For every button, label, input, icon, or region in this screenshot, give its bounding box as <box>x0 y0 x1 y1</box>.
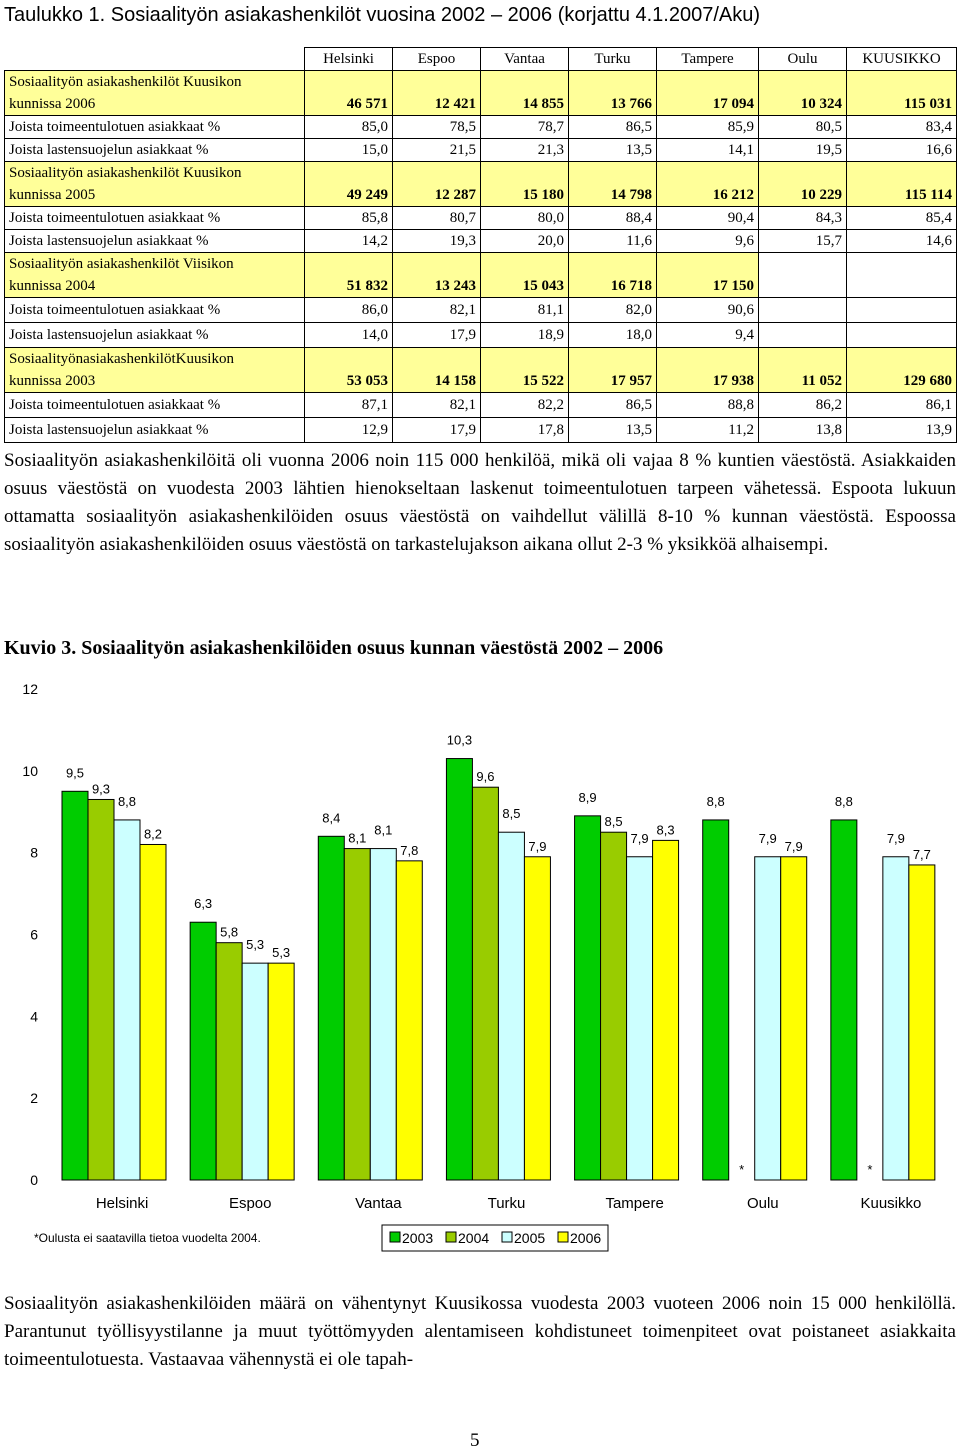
value-cell: 14,1 <box>657 139 759 162</box>
paragraph-intro: Sosiaalityön asiakashenkilöitä oli vuonna 2006 noin 115 000 henkilöä, mikä oli vajaa 8 % kuntien väestöstä. Asiakkaiden osuus väestöstä on vuodesta 2003 lähtien hienokseltaan laskenut toimeentulotuen tarpeen vähetessä. Espoota lukuun ottamatta sosiaalityön asiakashenkilöiden osuus väestöstä on vaihdellut välillä 8-10 % kunnan väestöstä. Espoossa sosiaalityön asiakashenkilöiden osuus väestöstä on tarkastelujakson aikana ollut 2-3 % yksikköä alhaisempi. <box>4 450 956 555</box>
data-label: 8,2 <box>143 826 163 842</box>
column-header: Oulu <box>759 48 847 71</box>
value-cell: 14,2 <box>305 230 393 253</box>
group-totals-row <box>5 370 957 393</box>
data-label: 6,3 <box>194 896 213 912</box>
x-tick-label: Kuusikko <box>860 1195 922 1212</box>
row-label: Joista toimeentulotuen asiakkaat % <box>5 298 305 323</box>
value-cell: 90,6 <box>657 298 759 323</box>
total-cell: 12 287 <box>393 184 481 207</box>
value-cell: 80,7 <box>393 207 481 230</box>
total-cell-spacer <box>657 71 759 94</box>
value-cell: 82,2 <box>481 393 569 418</box>
value-cell: 86,5 <box>569 116 657 139</box>
bar-2004 <box>344 849 370 1180</box>
bar-2003 <box>62 791 88 1180</box>
value-cell: 13,5 <box>569 418 657 443</box>
x-tick-label: Vantaa <box>355 1195 402 1212</box>
total-cell-spacer <box>847 348 957 371</box>
bar-chart <box>0 670 960 1270</box>
bar-2003 <box>831 820 857 1180</box>
value-cell: 87,1 <box>305 393 393 418</box>
value-cell: 83,4 <box>847 116 957 139</box>
y-tick-label: 4 <box>30 1008 38 1025</box>
value-cell: 80,5 <box>759 116 847 139</box>
total-cell: 51 832 <box>305 275 393 298</box>
value-cell: 84,3 <box>759 207 847 230</box>
total-cell: 115 114 <box>847 184 957 207</box>
total-cell-spacer <box>569 253 657 276</box>
value-cell: 88,4 <box>569 207 657 230</box>
x-tick-label: Espoo <box>228 1195 272 1212</box>
group-totals-row <box>5 184 957 207</box>
data-label: 7,9 <box>758 830 777 846</box>
value-cell: 11,6 <box>569 230 657 253</box>
total-cell-spacer <box>657 253 759 276</box>
bar-2003 <box>190 922 216 1180</box>
table-header-row <box>5 48 957 71</box>
total-cell: 17 094 <box>657 93 759 116</box>
group-label-line1: SosiaalityönasiakashenkilötKuusikon <box>5 348 305 371</box>
bar-2004 <box>472 787 498 1180</box>
data-label: 5,3 <box>272 945 291 961</box>
data-label: 8,8 <box>706 793 725 809</box>
value-cell: 13,8 <box>759 418 847 443</box>
lastensuojelu-row <box>5 323 957 348</box>
value-cell: 16,6 <box>847 139 957 162</box>
row-label: Joista lastensuojelun asiakkaat % <box>5 323 305 348</box>
data-label: 7,9 <box>886 830 905 846</box>
value-cell: 85,0 <box>305 116 393 139</box>
x-tick-label: Oulu <box>746 1195 779 1212</box>
total-cell: 16 212 <box>657 184 759 207</box>
data-label: 7,7 <box>912 846 931 862</box>
value-cell: 86,2 <box>759 393 847 418</box>
total-cell-spacer <box>657 162 759 185</box>
total-cell: 17 938 <box>657 370 759 393</box>
data-label: 8,8 <box>117 793 137 809</box>
total-cell-spacer <box>847 162 957 185</box>
total-cell: 13 766 <box>569 93 657 116</box>
value-cell <box>847 323 957 348</box>
group-label-line2: kunnissa 2006 <box>5 93 305 116</box>
bar-2004 <box>601 832 627 1180</box>
x-tick-label: Tampere <box>605 1195 664 1212</box>
data-label: 9,6 <box>476 769 495 785</box>
x-tick-label: Helsinki <box>95 1195 149 1212</box>
value-cell: 82,1 <box>393 298 481 323</box>
total-cell-spacer <box>481 162 569 185</box>
bar-2006 <box>653 840 679 1180</box>
total-cell-spacer <box>305 162 393 185</box>
value-cell: 18,0 <box>569 323 657 348</box>
column-header: Espoo <box>393 48 481 71</box>
row-label: Joista toimeentulotuen asiakkaat % <box>5 207 305 230</box>
total-cell: 15 043 <box>481 275 569 298</box>
bar-2004 <box>216 943 242 1180</box>
value-cell: 85,4 <box>847 207 957 230</box>
value-cell: 21,3 <box>481 139 569 162</box>
group-label-line2: kunnissa 2004 <box>5 275 305 298</box>
value-cell: 86,5 <box>569 393 657 418</box>
bar-2005 <box>370 849 396 1180</box>
x-tick-label: Turku <box>487 1195 526 1212</box>
bar-2003 <box>575 816 601 1180</box>
value-cell: 88,8 <box>657 393 759 418</box>
value-cell: 90,4 <box>657 207 759 230</box>
legend-swatch-2005 <box>502 1232 512 1242</box>
total-cell-spacer <box>759 348 847 371</box>
data-label: 7,9 <box>630 830 649 846</box>
value-cell: 14,0 <box>305 323 393 348</box>
total-cell: 115 031 <box>847 93 957 116</box>
row-label: Joista lastensuojelun asiakkaat % <box>5 139 305 162</box>
y-tick-label: 8 <box>30 844 38 861</box>
row-label: Joista lastensuojelun asiakkaat % <box>5 418 305 443</box>
value-cell: 17,9 <box>393 418 481 443</box>
bar-2006 <box>268 963 294 1180</box>
group-title-row <box>5 348 957 371</box>
value-cell: 78,7 <box>481 116 569 139</box>
data-label: 9,5 <box>65 765 85 781</box>
bar-2004 <box>88 799 114 1180</box>
bar-2006 <box>140 844 166 1180</box>
bar-2005 <box>242 963 268 1180</box>
group-label-line1: Sosiaalityön asiakashenkilöt Kuusikon <box>5 162 305 185</box>
bar-2006 <box>909 865 935 1180</box>
total-cell-spacer <box>569 71 657 94</box>
value-cell: 81,1 <box>481 298 569 323</box>
value-cell: 12,9 <box>305 418 393 443</box>
column-header: KUUSIKKO <box>847 48 957 71</box>
value-cell: 85,8 <box>305 207 393 230</box>
value-cell: 14,6 <box>847 230 957 253</box>
bar-2005 <box>114 820 140 1180</box>
total-cell: 11 052 <box>759 370 847 393</box>
data-label: 8,1 <box>374 822 393 838</box>
total-cell-spacer <box>847 253 957 298</box>
value-cell: 11,2 <box>657 418 759 443</box>
toimeentulo-row <box>5 298 957 323</box>
total-cell: 14 158 <box>393 370 481 393</box>
column-header: Tampere <box>657 48 759 71</box>
data-label: 7,9 <box>784 838 803 854</box>
value-cell: 9,6 <box>657 230 759 253</box>
data-label: 5,8 <box>220 924 239 940</box>
data-label: 7,9 <box>528 838 547 854</box>
group-totals-row <box>5 93 957 116</box>
total-cell: 10 229 <box>759 184 847 207</box>
value-cell: 19,5 <box>759 139 847 162</box>
total-cell: 14 798 <box>569 184 657 207</box>
bar-2005 <box>883 857 909 1180</box>
total-cell-spacer <box>759 162 847 185</box>
data-label: 8,1 <box>348 830 367 846</box>
value-cell: 17,9 <box>393 323 481 348</box>
value-cell: 82,0 <box>569 298 657 323</box>
total-cell: 12 421 <box>393 93 481 116</box>
group-label-line1: Sosiaalityön asiakashenkilöt Kuusikon <box>5 71 305 94</box>
bar-2003 <box>703 820 729 1180</box>
total-cell: 129 680 <box>847 370 957 393</box>
y-tick-label: 12 <box>22 681 38 697</box>
lastensuojelu-row <box>5 418 957 443</box>
group-label-line2: kunnissa 2005 <box>5 184 305 207</box>
bar-2006 <box>396 861 422 1180</box>
figure-title: Kuvio 3. Sosiaalityön asiakashenkilöiden osuus kunnan väestöstä 2002 – 2006 <box>4 637 664 659</box>
value-cell: 21,5 <box>393 139 481 162</box>
bar-2003 <box>446 759 472 1180</box>
header-blank-cell <box>5 48 305 71</box>
bar-2006 <box>781 857 807 1180</box>
legend-label: 2005 <box>514 1230 546 1246</box>
total-cell-spacer <box>393 348 481 371</box>
bar-2003 <box>318 836 344 1180</box>
total-cell-spacer <box>759 253 847 298</box>
chart-footnote: *Oulusta ei saatavilla tietoa vuodelta 2004. <box>34 1231 261 1245</box>
value-cell: 13,5 <box>569 139 657 162</box>
data-label: 8,8 <box>834 793 853 809</box>
data-label: 8,9 <box>578 789 597 805</box>
total-cell: 17 150 <box>657 275 759 298</box>
group-label-line2: kunnissa 2003 <box>5 370 305 393</box>
legend-swatch-2004 <box>446 1232 456 1242</box>
value-cell: 19,3 <box>393 230 481 253</box>
data-label: 9,3 <box>91 781 111 797</box>
bar-2005 <box>627 857 653 1180</box>
row-label: Joista toimeentulotuen asiakkaat % <box>5 393 305 418</box>
toimeentulo-row <box>5 393 957 418</box>
bar-2006 <box>524 857 550 1180</box>
value-cell: 85,9 <box>657 116 759 139</box>
data-label: 8,3 <box>656 822 675 838</box>
table-title: Taulukko 1. Sosiaalityön asiakashenkilöt vuosina 2002 – 2006 (korjattu 4.1.2007/Aku) <box>4 4 761 26</box>
row-label: Joista toimeentulotuen asiakkaat % <box>5 116 305 139</box>
total-cell: 49 249 <box>305 184 393 207</box>
y-tick-label: 0 <box>30 1172 38 1188</box>
total-cell: 17 957 <box>569 370 657 393</box>
page-number: 5 <box>470 1430 480 1451</box>
group-title-row <box>5 71 957 94</box>
y-tick-label: 10 <box>22 762 38 779</box>
data-label: 10,3 <box>446 732 473 748</box>
value-cell: 80,0 <box>481 207 569 230</box>
total-cell: 53 053 <box>305 370 393 393</box>
value-cell: 86,0 <box>305 298 393 323</box>
total-cell: 16 718 <box>569 275 657 298</box>
column-header: Turku <box>569 48 657 71</box>
value-cell: 15,0 <box>305 139 393 162</box>
total-cell-spacer <box>393 71 481 94</box>
data-label: * <box>739 1162 745 1177</box>
row-label: Joista lastensuojelun asiakkaat % <box>5 230 305 253</box>
data-label: 8,4 <box>322 810 341 826</box>
value-cell: 9,4 <box>657 323 759 348</box>
legend-label: 2003 <box>402 1230 434 1246</box>
group-title-row <box>5 162 957 185</box>
group-label-line1: Sosiaalityön asiakashenkilöt Viisikon <box>5 253 305 276</box>
total-cell-spacer <box>305 253 393 276</box>
legend-label: 2004 <box>458 1230 490 1246</box>
total-cell-spacer <box>305 348 393 371</box>
value-cell <box>759 323 847 348</box>
y-tick-label: 6 <box>30 926 38 943</box>
column-header: Vantaa <box>481 48 569 71</box>
data-label: 8,5 <box>604 814 623 830</box>
value-cell: 15,7 <box>759 230 847 253</box>
bar-2005 <box>755 857 781 1180</box>
total-cell: 14 855 <box>481 93 569 116</box>
total-cell: 46 571 <box>305 93 393 116</box>
legend-label: 2006 <box>570 1230 602 1246</box>
statistics-table <box>4 47 957 443</box>
total-cell-spacer <box>657 348 759 371</box>
total-cell-spacer <box>481 71 569 94</box>
toimeentulo-row <box>5 207 957 230</box>
total-cell-spacer <box>569 162 657 185</box>
total-cell-spacer <box>569 348 657 371</box>
total-cell-spacer <box>759 71 847 94</box>
value-cell: 78,5 <box>393 116 481 139</box>
total-cell-spacer <box>847 71 957 94</box>
value-cell: 82,1 <box>393 393 481 418</box>
total-cell-spacer <box>393 253 481 276</box>
value-cell: 20,0 <box>481 230 569 253</box>
data-label: 8,5 <box>502 806 521 822</box>
total-cell-spacer <box>481 253 569 276</box>
bar-2005 <box>498 832 524 1180</box>
total-cell-spacer <box>481 348 569 371</box>
value-cell <box>847 298 957 323</box>
total-cell: 15 522 <box>481 370 569 393</box>
total-cell: 10 324 <box>759 93 847 116</box>
data-label: 7,8 <box>400 842 419 858</box>
value-cell: 86,1 <box>847 393 957 418</box>
data-label: * <box>867 1162 873 1177</box>
group-title-row <box>5 253 957 276</box>
value-cell: 17,8 <box>481 418 569 443</box>
toimeentulo-row <box>5 116 957 139</box>
legend-swatch-2003 <box>390 1232 400 1242</box>
total-cell: 15 180 <box>481 184 569 207</box>
value-cell <box>759 298 847 323</box>
column-header: Helsinki <box>305 48 393 71</box>
total-cell-spacer <box>393 162 481 185</box>
total-cell: 13 243 <box>393 275 481 298</box>
data-label: 5,3 <box>246 937 265 953</box>
value-cell: 13,9 <box>847 418 957 443</box>
lastensuojelu-row <box>5 230 957 253</box>
y-tick-label: 2 <box>30 1090 38 1107</box>
value-cell: 18,9 <box>481 323 569 348</box>
paragraph-conclusion: Sosiaalityön asiakashenkilöiden määrä on vähentynyt Kuusikossa vuodesta 2003 vuoteen 2006 noin 15 000 henkilöllä. Parantunut työllisyystilanne ja muut työttömyyden alentamiseen kohdistuneet toimenpiteet ovat poistaneet asiakkaita toimeentulotuesta. Vastaavaa vähennystä ei ole tapah- <box>4 1293 956 1370</box>
lastensuojelu-row <box>5 139 957 162</box>
total-cell-spacer <box>305 71 393 94</box>
legend-swatch-2006 <box>558 1232 568 1242</box>
